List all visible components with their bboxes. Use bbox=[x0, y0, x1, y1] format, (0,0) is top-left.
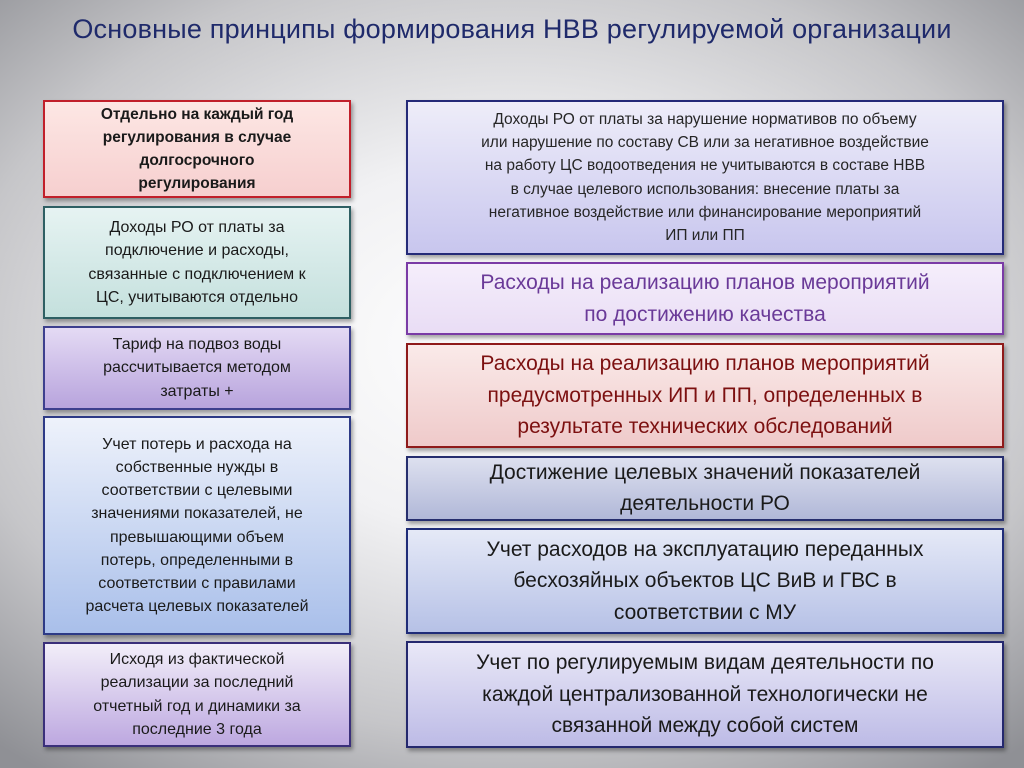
right-box-ownerless-objects bbox=[406, 528, 1004, 634]
text-line: Расходы на реализацию планов мероприятий bbox=[480, 352, 930, 376]
text-line: Учет потерь и расхода на bbox=[102, 436, 292, 454]
text-line: Доходы РО от платы за нарушение нормативов по объему bbox=[493, 110, 917, 128]
text-line: значениями показателей, не bbox=[91, 505, 303, 523]
text-line: Учет по регулируемым видам деятельности по bbox=[476, 651, 934, 675]
text-line: последние 3 года bbox=[132, 720, 262, 738]
text-line: Расходы на реализацию планов мероприятий bbox=[480, 271, 930, 294]
text-line: предусмотренных ИП и ПП, определенных в bbox=[487, 383, 923, 407]
right-box-separate-systems bbox=[406, 641, 1004, 748]
text-line: негативное воздействие или финансирование мероприятий bbox=[488, 203, 922, 221]
text-line: реализации за последний bbox=[100, 674, 294, 692]
text-line: Достижение целевых значений показателей bbox=[489, 461, 921, 485]
text-line: расчета целевых показателей bbox=[85, 597, 309, 615]
left-box-yearly-regulation bbox=[43, 100, 351, 198]
text-line: собственные нужды в bbox=[115, 459, 279, 477]
box-text bbox=[490, 458, 921, 519]
text-line: связанные с подключением к bbox=[88, 265, 306, 283]
text-line: Тариф на подвоз воды bbox=[112, 336, 282, 354]
text-line: результате технических обследований bbox=[517, 415, 893, 439]
text-line: Учет расходов на эксплуатацию переданных bbox=[486, 537, 924, 561]
box-text bbox=[480, 267, 929, 330]
left-box-actual-sales bbox=[43, 642, 351, 747]
right-box-technical-surveys bbox=[406, 343, 1004, 448]
left-box-connection-income bbox=[43, 206, 351, 319]
text-line: связанной между собой систем bbox=[551, 714, 859, 738]
text-line: рассчитывается методом bbox=[103, 359, 291, 377]
text-line: на работу ЦС водоотведения не учитываются в составе НВВ bbox=[484, 157, 926, 175]
text-line: по достижению качества bbox=[584, 302, 826, 326]
text-line: долгосрочного bbox=[139, 152, 255, 169]
box-text bbox=[480, 348, 929, 443]
left-box-water-delivery-tariff bbox=[43, 326, 351, 410]
box-text bbox=[481, 108, 929, 248]
text-line: деятельности РО bbox=[620, 491, 790, 515]
text-line: отчетный год и динамики за bbox=[93, 697, 301, 715]
text-line: соответствии с правилами bbox=[98, 574, 296, 592]
text-line: Исходя из фактической bbox=[109, 651, 285, 669]
box-text bbox=[103, 333, 291, 403]
text-line: соответствии с целевыми bbox=[101, 482, 293, 500]
text-line: ИП или ПП bbox=[665, 227, 745, 244]
text-line: подключение и расходы, bbox=[105, 242, 289, 260]
text-line: превышающими объем bbox=[109, 528, 285, 546]
text-line: бесхозяйных объектов ЦС ВиВ и ГВС в bbox=[513, 569, 897, 593]
text-line: затраты + bbox=[160, 382, 234, 400]
text-line: соответствии с МУ bbox=[613, 600, 797, 624]
right-box-target-indicators bbox=[406, 456, 1004, 521]
text-line: ЦС, учитываются отдельно bbox=[96, 288, 298, 306]
box-text bbox=[93, 648, 300, 741]
right-box-violation-fees bbox=[406, 100, 1004, 255]
box-text bbox=[101, 103, 293, 196]
box-text bbox=[476, 647, 934, 742]
text-line: регулирования bbox=[138, 175, 256, 193]
text-line: в случае целевого использования: внесение платы за bbox=[510, 180, 900, 198]
text-line: регулирования в случае bbox=[102, 128, 292, 146]
text-line: Отдельно на каждый год bbox=[100, 105, 294, 123]
slide-title: Основные принципы формирования НВВ регулируемой организации bbox=[72, 14, 952, 44]
left-box-losses-accounting bbox=[43, 416, 351, 635]
box-text bbox=[487, 534, 924, 629]
box-text bbox=[88, 216, 305, 309]
right-box-quality-plans bbox=[406, 262, 1004, 335]
box-text bbox=[85, 433, 308, 617]
text-line: или нарушение по составу СВ или за негативное воздействие bbox=[481, 134, 929, 151]
text-line: потерь, определенными в bbox=[100, 551, 294, 569]
text-line: Доходы РО от платы за bbox=[109, 219, 285, 237]
text-line: каждой централизованной технологически не bbox=[482, 682, 928, 706]
